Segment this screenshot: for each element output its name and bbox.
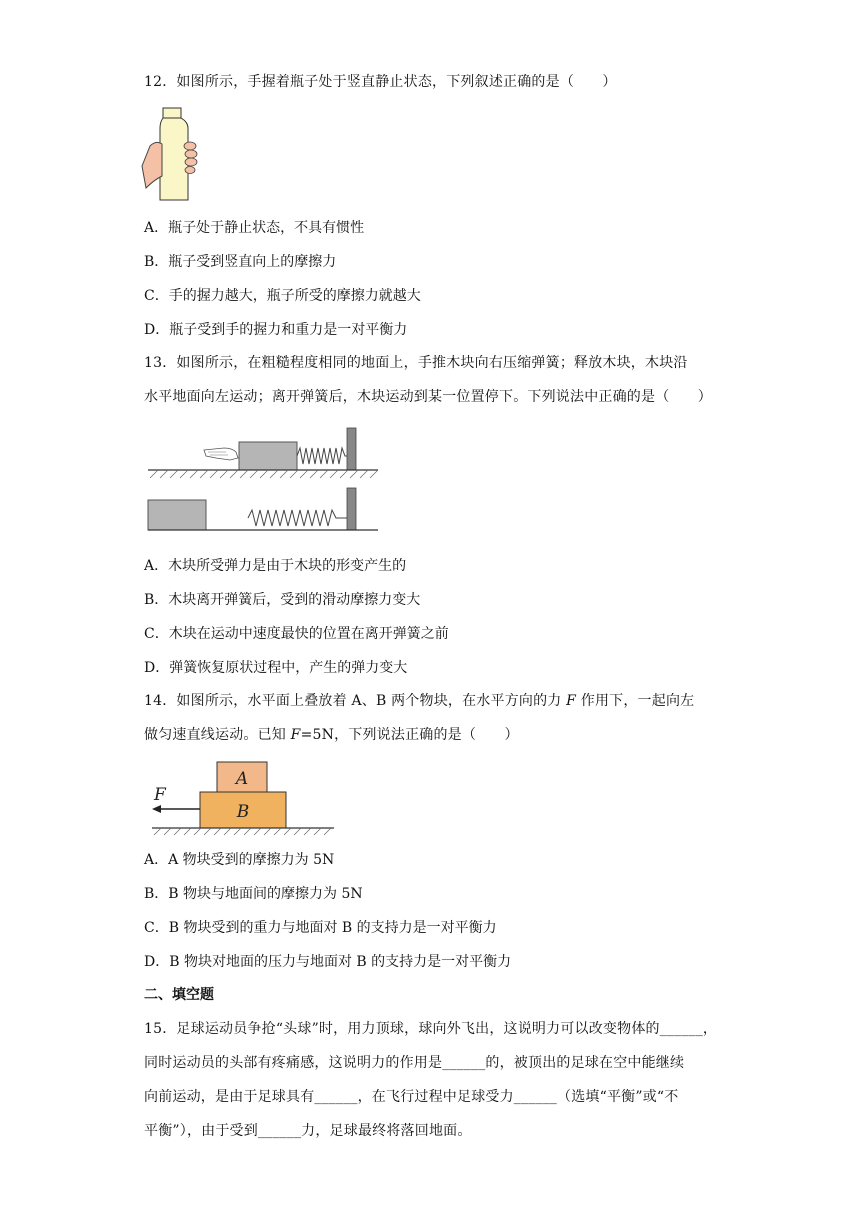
q15-line4: 平衡”），由于受到______力，足球最终将落回地面。: [144, 1123, 472, 1139]
block-b-label: B: [236, 802, 250, 822]
q13-option-a: A．木块所受弹力是由于木块的形变产生的: [144, 558, 407, 574]
ground-hatch: [154, 828, 331, 835]
wall-bottom: [347, 488, 356, 530]
q14-stem-text: 14．如图所示，水平面上叠放着 A、B 两个物块，在水平方向的力: [144, 693, 567, 709]
q13-stem-line2: 水平地面向左运动；离开弹簧后，木块运动到某一位置停下。下列说法中正确的是（ ）: [144, 389, 712, 405]
q14-option-c: C．B 物块受到的重力与地面对 B 的支持力是一对平衡力: [144, 920, 497, 936]
block-compressed: [239, 442, 297, 470]
q15-line2: 同时运动员的头部有疼痛感，这说明力的作用是______的，被顶出的足球在空中能继续: [144, 1055, 685, 1071]
bottle-in-hand-figure: [140, 106, 202, 204]
hand-push-icon: [204, 448, 238, 460]
block-a-label: A: [235, 769, 249, 789]
q14-stem-text: 作用下，一起向左: [576, 693, 695, 709]
spring-compressed: [297, 448, 347, 464]
q12-option-d: D．瓶子受到手的握力和重力是一对平衡力: [144, 322, 408, 338]
block-released: [148, 500, 206, 530]
q12-option-a: A．瓶子处于静止状态，不具有惯性: [144, 220, 365, 236]
q12-option-c: C．手的握力越大，瓶子所受的摩擦力就越大: [144, 288, 421, 304]
q14-stem-text: =5N，下列说法正确的是（ ）: [300, 727, 519, 743]
q14-force-variable: F: [566, 693, 577, 709]
q14-force-variable: F: [290, 727, 301, 743]
q14-stem-line2: [144, 725, 519, 745]
q12-stem: 12．如图所示，手握着瓶子处于竖直静止状态，下列叙述正确的是（ ）: [144, 74, 617, 90]
q14-stem-text: 做匀速直线运动。已知: [144, 727, 291, 743]
section-heading: 二、填空题: [144, 987, 214, 1003]
force-label: F: [154, 785, 166, 805]
ground-hatch-top: [150, 470, 378, 478]
wall-top: [347, 428, 356, 470]
bottle-icon: [160, 108, 188, 200]
q14-stem-line1: [144, 691, 694, 711]
q14-option-b: B．B 物块与地面间的摩擦力为 5N: [144, 886, 363, 902]
q12-option-b: B．瓶子受到竖直向上的摩擦力: [144, 254, 337, 270]
q13-option-d: D．弹簧恢复原状过程中，产生的弹力变大: [144, 660, 408, 676]
spring-block-figure: [146, 424, 380, 534]
spring-relaxed: [248, 510, 347, 526]
q15-line3: 向前运动，是由于足球具有______，在飞行过程中足球受力______（选填“平衡”或“不: [144, 1089, 679, 1105]
q13-stem-line1: 13．如图所示，在粗糙程度相同的地面上，手推木块向右压缩弹簧；释放木块，木块沿: [144, 355, 688, 371]
stacked-blocks-figure: [148, 758, 336, 836]
q13-option-c: C．木块在运动中速度最快的位置在离开弹簧之前: [144, 626, 449, 642]
q13-option-b: B．木块离开弹簧后，受到的滑动摩擦力变大: [144, 592, 421, 608]
force-arrow-head: [152, 805, 161, 813]
q14-option-d: D．B 物块对地面的压力与地面对 B 的支持力是一对平衡力: [144, 954, 512, 970]
q15-line1: 15．足球运动员争抢“头球”时，用力顶球，球向外飞出，这说明力可以改变物体的______，: [144, 1021, 718, 1037]
q14-option-a: A．A 物块受到的摩擦力为 5N: [144, 852, 335, 868]
